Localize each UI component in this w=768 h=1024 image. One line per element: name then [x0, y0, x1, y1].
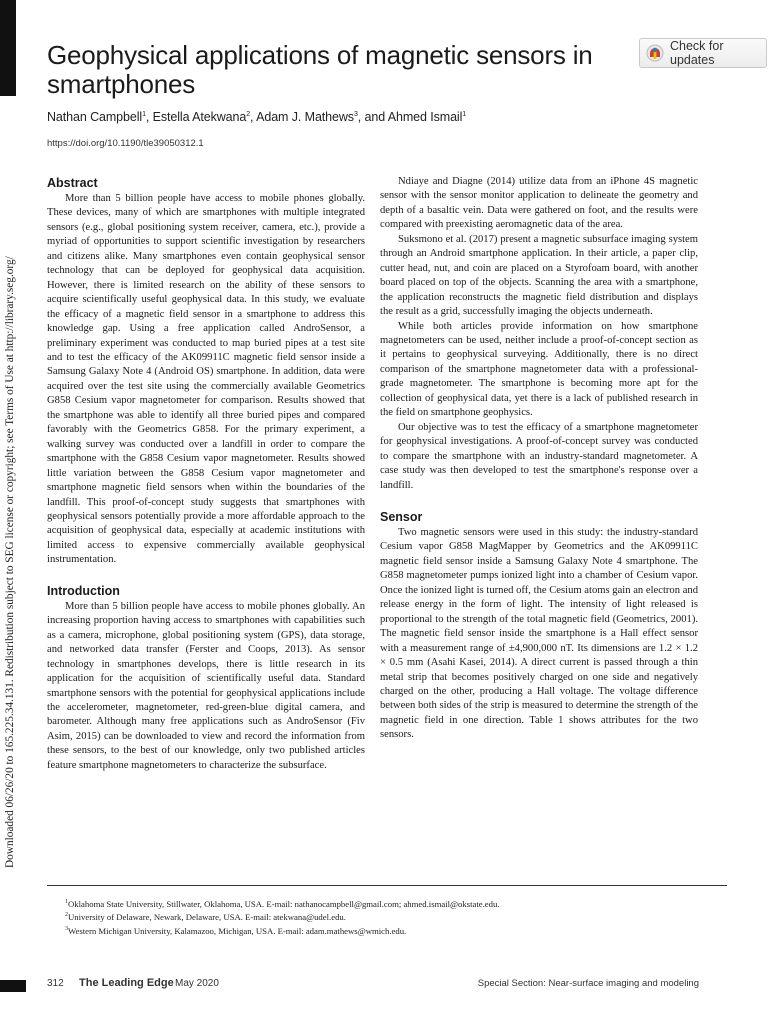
body-paragraph: While both articles provide information on how smartphone magnetometers can be used, neither include a proof-of-concept section as it pertains to geophysical surveying. Additionally, there is no direct comparison of the smartphone magnetometer data with a professional-grade magnetometer. The smartphone is becoming more apt for the collection of geophysical data, yet there is a lack of published research in the field on smartphone geophysics. — [380, 320, 698, 419]
affiliation-mark: 2 — [246, 111, 251, 118]
body-paragraph: Suksmono et al. (2017) present a magnetic subsurface imaging system through an Android smartphone application. In their article, a paper clip, cutter head, nut, and coin are placed on a Styrofoam board, with another board placed on top of the objects. Scanning the area with a smartphone, the application reconstructs the magnetic field distribution and displays the result as a grid, successfully imaging the objects underneath. — [380, 233, 698, 318]
right-column — [380, 175, 698, 743]
affiliation-mark: 3 — [353, 111, 358, 118]
section-label: Special Section: Near-surface imaging and modeling — [477, 978, 699, 989]
download-notice: Downloaded 06/26/20 to 165.225.34.131. Redistribution subject to SEG license or copyright; see Terms of Use at http://library.seg.org/ — [4, 256, 16, 868]
sensor-text: Two magnetic sensors were used in this study: the industry-standard Cesium vapor G858 MagMapper by Geometrics and the AK09911C magnetic field sensor inside a Samsung Galaxy Note 4 smartphone. The G858 magnetometer pumps ionized light into a chamber of Cesium vapor. Once the ionized light is turned off, the Cesium atoms gain an electron and release energy in the form of light. The intensity of light released is proportional to the strength of the total magnetic field (Geometrics, 2001). The magnetic field sensor inside the smartphone is a Hall effect sensor with a measurement range of ±4,900,000 nT. Its dimensions are 1.2 × 1.2 × 0.5 mm (Asahi Kasei, 2014). A direct current is passed through a thin metal strip that becomes positively charged on one side and negatively charged on the other, producing a Hall voltage. The voltage difference between both sides of the strip is measured to determine the strength of the magnetic field in one direction. Table 1 shows attributes for the two sensors. — [380, 526, 698, 741]
author-name: Nathan Campbell — [47, 110, 143, 125]
bottom-margin-bar — [0, 980, 26, 992]
footnote-text: Western Michigan University, Kalamazoo, Michigan, USA. E-mail: adam.mathews@wmich.edu. — [68, 925, 407, 936]
check-for-updates-label: Check for updates — [670, 39, 724, 67]
abstract-heading: Abstract — [47, 176, 98, 190]
check-for-updates-button[interactable] — [639, 38, 767, 68]
footnote-number: 3 — [65, 925, 68, 932]
issue-date: May 2020 — [175, 978, 219, 989]
author-name: Ahmed Ismail — [387, 110, 463, 125]
sensor-heading: Sensor — [380, 509, 423, 524]
page-number: 312 — [47, 978, 64, 989]
affiliation-mark: 1 — [142, 111, 146, 118]
footnote — [65, 897, 727, 910]
doi-link[interactable]: https://doi.org/10.1190/tle39050312.1 — [47, 138, 204, 149]
body-paragraph: Our objective was to test the efficacy of a smartphone magnetometer for geophysical investigations. A proof-of-concept survey was conducted to compare the smartphone with an industry-standard magnetometer. A case study was then developed to test the smartphone's response over a landfill. — [380, 421, 698, 491]
introduction-heading: Introduction — [47, 583, 120, 598]
footnote — [65, 910, 727, 923]
article-title: Geophysical applications of magnetic sensors in smartphones — [47, 40, 593, 99]
author-name: Adam J. Mathews — [256, 110, 354, 125]
top-margin-bar — [0, 0, 16, 96]
footnote-text: University of Delaware, Newark, Delaware, USA. E-mail: atekwana@udel.edu. — [68, 912, 346, 923]
footnote-number: 2 — [65, 912, 68, 919]
affiliation-mark: 1 — [462, 111, 467, 118]
footnote — [65, 924, 727, 937]
journal-name: The Leading Edge — [79, 977, 174, 989]
body-paragraph: Ndiaye and Diagne (2014) utilize data from an iPhone 4S magnetic sensor with the sensor monitor application to delineate the geometry and depth of a basaltic vein. Data were gathered on foot, and the results were compared with preexisting aeromagnetic data of the area. — [380, 176, 698, 231]
footnote-text: Oklahoma State University, Stillwater, Oklahoma, USA. E-mail: nathanocampbell@gmail.com; ahmed.ismail@okstate.edu. — [68, 898, 500, 909]
left-column — [47, 175, 365, 773]
author-name: Estella Atekwana — [152, 110, 247, 125]
introduction-text: More than 5 billion people have access to mobile phones globally. An increasing proportion having access to smartphones with capabilities such as a camera, microphone, global positioning system (GPS), data storage, and networked data transfer (Ferster and Coops, 2013). As sensor technology in smartphones develops, there is little research in its application for the acquisition of scientifically useful data. Standard smartphone sensors with the potential for geophysical applications include the accelerometer, magnetometer, red-green-blue digital camera, and barometer. Although many free applications such as AndroSensor (Fiv Asim, 2015) can be downloaded to view and record the information from these sensors, to the best of our knowledge, only two published articles feature smartphone magnetometers to characterize the subsurface. — [47, 600, 365, 771]
footnote-number: 1 — [65, 899, 68, 905]
page-footer — [47, 978, 699, 992]
author-list: Nathan Campbell$^1$, Estella Atekwana$^2$, Adam J. Mathews$^3$, and Ahmed Ismail$^1$ — [47, 110, 467, 125]
abstract-text: More than 5 billion people have access to mobile phones globally. These devices, many of which are smartphones with multiple integrated sensors (e.g., global positioning system receiver, camera, etc.), provide a myriad of opportunities to support scientific investigation by researchers and citizens alike. Many smartphones even contain geophysical sensor technology that can be deployed for geophysical data acquisition. However, there is limited research on the ability of these sensors to acquire scientifically useful geophysical data. In this study, we evaluate the efficacy of a magnetic field sensor in a smartphone to address this knowledge gap. Using a free application called AndroSensor, a preliminary experiment was conducted to map buried pipes at a test site and to test the efficacy of the AK09911C magnetic field sensor inside a Samsung Galaxy Note 4 (Android OS) smartphone. In addition, data were acquired over the test site using the commercially available Geometrics G858 Cesium vapor magnetometer for comparison. Results showed that the smartphone was able to identify all three buried pipes and compared favorably with the Geometrics G858. For the primary experiment, a walking survey was conducted over a landfill in order to compare the smartphone with the G858 Cesium vapor magnetometer. Results showed little variation between the G858 Cesium vapor magnetometer and smartphone magnetic field sensors when within the boundaries of the landfill. This proof-of-concept study suggests that smartphones with geophysical sensors potentially provide a more affordable approach to the acquisition of geophysical data, especially at academic institutions with limited access to expensive commercially available geophysical instrumentation. — [47, 193, 365, 566]
affiliation-footnotes — [47, 885, 727, 937]
crossmark-icon — [646, 44, 664, 62]
